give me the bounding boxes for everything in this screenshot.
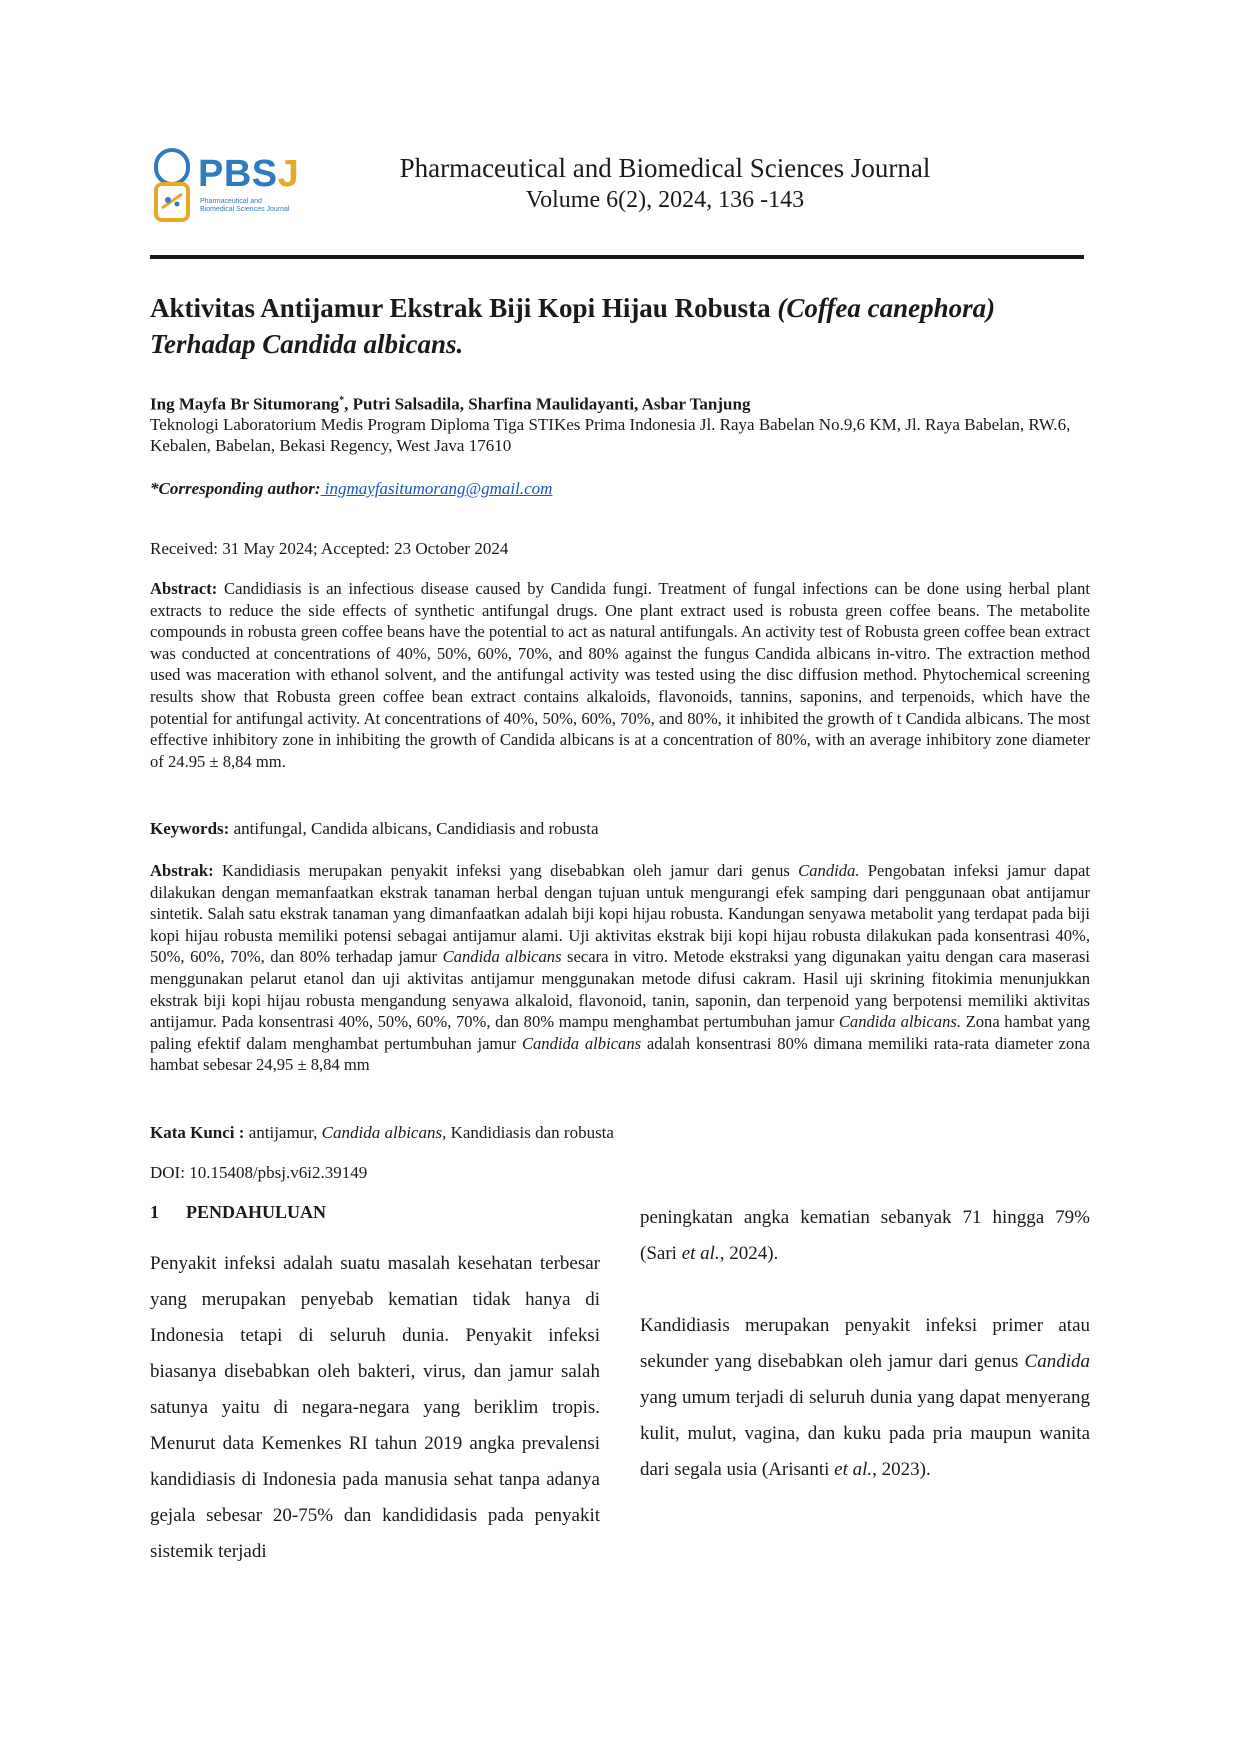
section-heading: 1 PENDAHULUAN	[150, 1202, 327, 1222]
author-affiliation: Teknologi Laboratorium Medis Program Diploma Tiga STIKes Prima Indonesia Jl. Raya Babelan No.9,6 KM, Jl. Raya Babelan, RW.6, Kebalen, Babelan, Bekasi Regency, West Java 17610	[150, 415, 1071, 455]
corresponding-email-link[interactable]: ingmayfasitumorang@gmail.com	[320, 479, 553, 498]
article-title: Aktivitas Antijamur Ekstrak Biji Kopi Hijau Robusta (Coffea canephora) Terhadap Candida albicans.	[150, 293, 996, 359]
logo-wordmark: PBSJ	[198, 153, 300, 195]
journal-title: Pharmaceutical and Biomedical Sciences Journal	[399, 153, 931, 183]
received-dates: Received: 31 May 2024; Accepted: 23 October 2024	[150, 539, 509, 558]
keywords-indonesian: Kata Kunci : antijamur, Candida albicans, Kandidiasis dan robusta	[150, 1123, 614, 1142]
header-divider	[150, 255, 1084, 259]
keywords-english: Keywords: antifungal, Candida albicans, Candidiasis and robusta	[150, 819, 599, 838]
author-list: Ing Mayfa Br Situmorang*, Putri Salsadila, Sharfina Maulidayanti, Asbar Tanjung	[150, 394, 751, 414]
body-column-right	[640, 1200, 1090, 1488]
paragraph: Kandidiasis merupakan penyakit infeksi primer atau sekunder yang disebabkan oleh jamur dari genus Candida yang umum terjadi di seluruh dunia yang dapat menyerang kulit, mulut, vagina, dan kuku pada pria maupun wanita dari segala usia (Arisanti et al., 2023).	[640, 1315, 1090, 1480]
paragraph: peningkatan angka kematian sebanyak 71 hingga 79% (Sari et al., 2024).	[640, 1207, 1090, 1264]
abstract-indonesian: Abstrak: Kandidiasis merupakan penyakit infeksi yang disebabkan oleh jamur dari genus Candida. Pengobatan infeksi jamur dapat dilakukan dengan memanfaatkan ekstrak tanaman herbal dengan tujuan untuk mengurangi efek samping dari penggunaan obat antijamur sintetik. Salah satu ekstrak tanaman yang dimanfaatkan adalah biji kopi hijau robusta. Kandungan senyawa metabolit yang terdapat pada biji kopi hijau robusta memiliki potensi sebagai antijamur alami. Uji aktivitas ekstrak biji kopi hijau robusta dilakukan pada konsentrasi 40%, 50%, 60%, 70%, dan 80% terhadap jamur Candida albicans secara in vitro. Metode ekstraksi yang digunakan yaitu dengan cara maserasi menggunakan pelarut etanol dan uji aktivitas antijamur menggunakan metode difusi cakram. Hasil uji skrining fitokimia menunjukkan ekstrak biji kopi hijau robusta mengandung senyawa alkaloid, flavonoid, tanin, saponin, dan terpenoid yang berpotensi memiliki aktivitas antijamur. Pada konsentrasi 40%, 50%, 60%, 70%, dan 80% mampu menghambat pertumbuhan jamur Candida albicans. Zona hambat yang paling efektif dalam menghambat pertumbuhan jamur Candida albicans adalah konsentrasi 80% dimana memiliki rata-rata diameter zona hambat sebesar 24,95 ± 8,84 mm	[150, 861, 1091, 1075]
logo-subtitle: Pharmaceutical and Biomedical Sciences Journal	[200, 198, 290, 213]
doi: DOI: 10.15408/pbsj.v6i2.39149	[150, 1163, 368, 1182]
corresponding-author: *Corresponding author: ingmayfasitumorang@gmail.com	[150, 479, 553, 498]
journal-volume: Volume 6(2), 2024, 136 -143	[525, 187, 805, 213]
abstract-english: Abstract: Candidiasis is an infectious disease caused by Candida fungi. Treatment of fungal infections can be done using herbal plant extracts to reduce the side effects of synthetic antifungal drugs. One plant extract used is robusta green coffee beans. The metabolite compounds in robusta green coffee beans have the potential to act as natural antifungals. An activity test of Robusta green coffee bean extract was conducted at concentrations of 40%, 50%, 60%, 70%, and 80% against the fungus Candida albicans in-vitro. The extraction method used was maceration with ethanol solvent, and the antifungal activity was tested using the disc diffusion method. Phytochemical screening results show that Robusta green coffee bean extract contains alkaloids, flavonoids, tannins, saponins, and terpenoids, which have the potential for antifungal activity. At concentrations of 40%, 50%, 60%, 70%, and 80%, it inhibited the growth of t Candida albicans. The most effective inhibitory zone in inhibiting the growth of Candida albicans is at a concentration of 80%, with an average inhibitory zone diameter of 24.95 ± 8,84 mm.	[150, 579, 1090, 771]
paragraph: Penyakit infeksi adalah suatu masalah kesehatan terbesar yang merupakan penyebab kematian tidak hanya di Indonesia tetapi di seluruh dunia. Penyakit infeksi biasanya disebabkan oleh bakteri, virus, dan jamur salah satunya yaitu di negara-negara yang beriklim tropis. Menurut data Kemenkes RI tahun 2019 angka prevalensi kandidiasis di Indonesia pada manusia sehat tanpa adanya gejala sebesar 20-75% dan kandididasis pada penyakit sistemik terjadi	[150, 1253, 600, 1562]
body-column-left	[150, 1246, 600, 1570]
